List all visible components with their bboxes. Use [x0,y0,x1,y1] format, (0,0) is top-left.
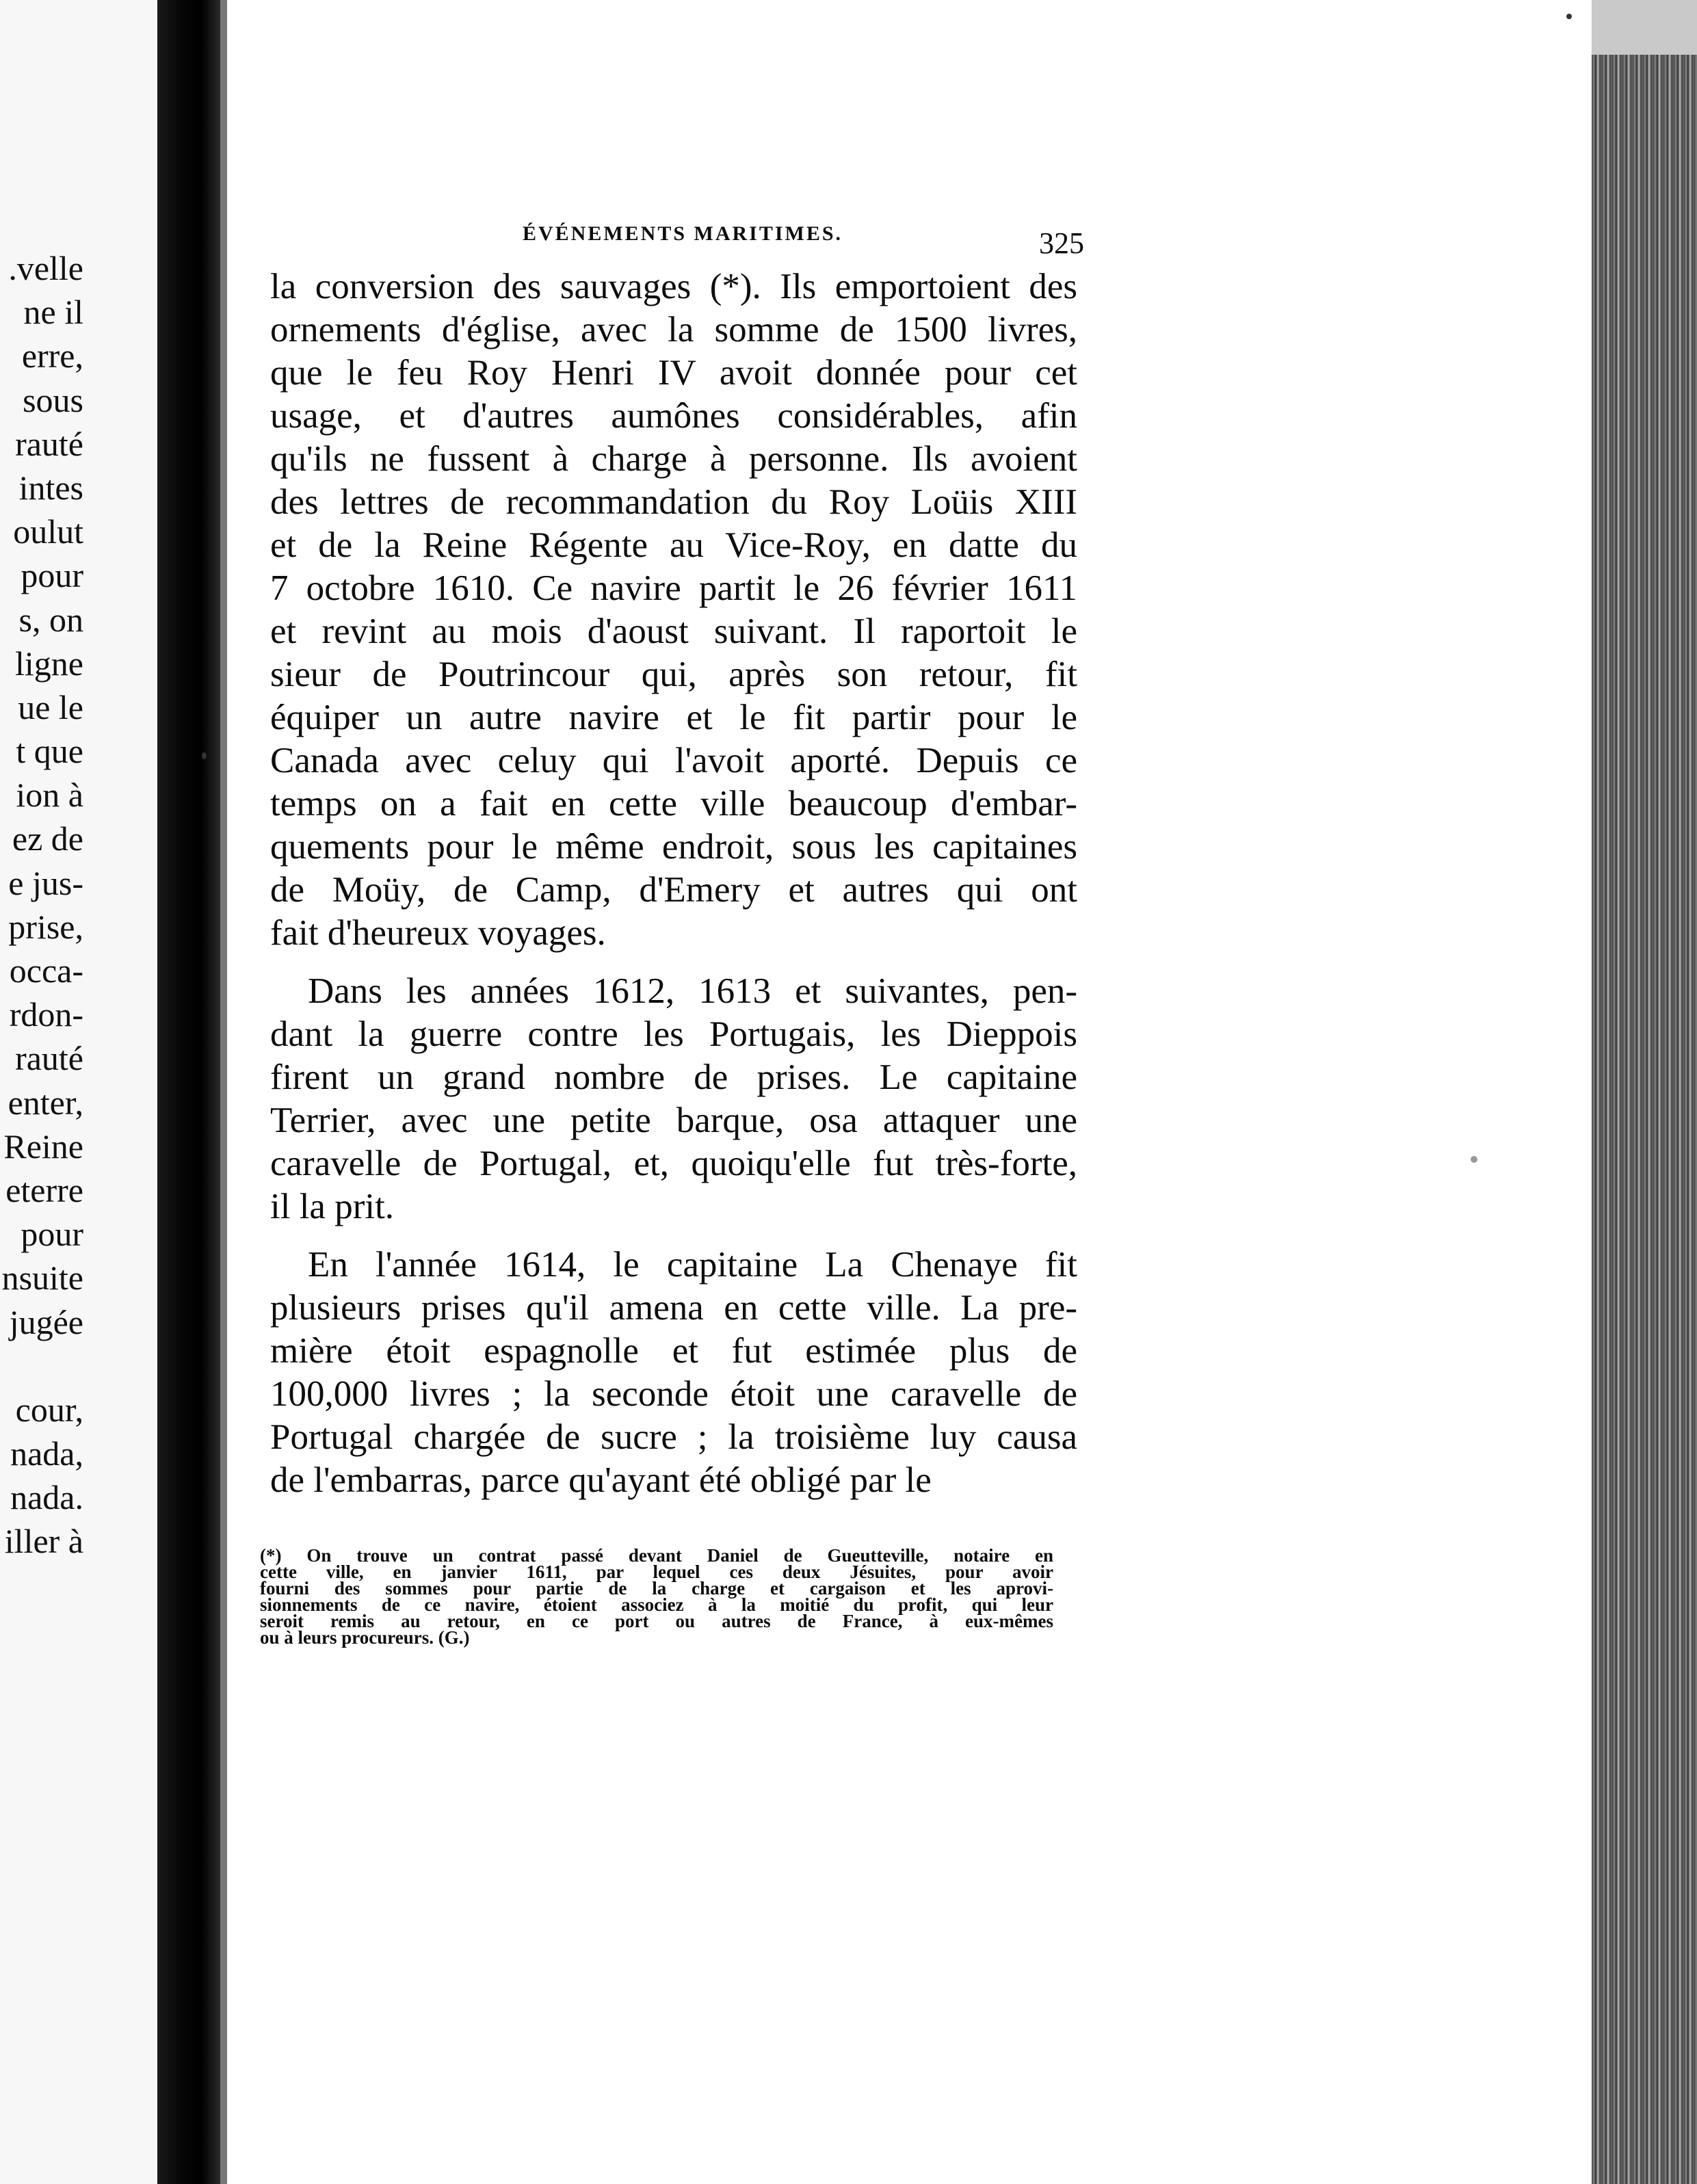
footnote-line: cette ville, en janvier 1611, par lequel ces deux Jésuites, pour avoir [260,1562,1053,1582]
scan-speck [202,752,207,759]
footnote-line: ou à leurs procureurs. (G.) [260,1627,470,1648]
footnote [260,1547,1053,1646]
left-page-line: sous [23,380,83,419]
text-line: mière étoit espagnolle et fut estimée plus de [270,1331,1077,1371]
text-line: des lettres de recommandation du Roy Loüis XIII [270,482,1077,522]
footnote-line: fourni des sommes pour partie de la charge et cargaison et les aprovi- [260,1578,1053,1598]
left-page-line: ue le [18,687,83,726]
left-page-line: rdon- [9,995,83,1034]
text-line: firent un grand nombre de prises. Le capitaine [270,1057,1077,1097]
text-line: de l'embarras, parce qu'ayant été obligé par le [270,1460,932,1500]
text-line: de Moüy, de Camp, d'Emery et autres qui ont [270,870,1077,910]
left-page-line: jugée [9,1302,83,1341]
left-page-line: ion à [16,776,83,815]
text-line: caravelle de Portugal, et, quoiqu'elle fut très-forte, [270,1144,1077,1183]
running-title: ÉVÉNEMENTS MARITIMES. [522,222,843,245]
left-page-line: .velle [8,249,83,287]
text-line: fait d'heureux voyages. [270,913,606,953]
left-page-line: occa- [9,951,83,990]
left-page-line: prise, [8,907,83,946]
paragraph [270,265,1077,955]
text-line: plusieurs prises qu'il amena en cette ville. La pre- [270,1288,1077,1328]
left-page-line: iller à [4,1522,83,1561]
text-line: usage, et d'autres aumônes considérables, afin [270,396,1077,436]
text-line: En l'année 1614, le capitaine La Chenaye fit [308,1245,1077,1285]
left-page-line: nsuite [1,1259,83,1298]
text-line: ornements d'église, avec la somme de 1500 livres, [270,310,1077,350]
footnote-line: seroit remis au retour, en ce port ou autres de France, à eux-mêmes [260,1611,1053,1631]
scan-speck [1566,14,1572,19]
left-page-line: nada, [10,1434,83,1473]
left-page-line: ez de [12,819,83,858]
text-line: 100,000 livres ; la seconde étoit une caravelle de [270,1374,1077,1414]
footnote-line: (*) On trouve un contrat passé devant Daniel de Gueutteville, notaire en [260,1545,1053,1566]
text-line: Portugal chargée de sucre ; la troisième luy causa [270,1417,1077,1457]
left-page-line: t que [16,732,83,771]
paragraph [270,970,1077,1228]
text-line: Terrier, avec une petite barque, osa attaquer une [270,1101,1077,1140]
left-facing-page [0,0,157,2184]
left-page-line: eterre [5,1170,83,1209]
left-page-line: rauté [15,424,83,463]
left-page-line: Reine [3,1127,83,1166]
page-number: 325 [1039,226,1084,260]
text-line: Canada avec celuy qui l'avoit aporté. Depuis ce [270,741,1077,780]
left-page-line: e jus- [8,863,83,902]
left-page-line: cour, [15,1390,83,1429]
text-line: et revint au mois d'aoust suivant. Il raportoit le [270,611,1077,651]
text-line: que le feu Roy Henri IV avoit donnée pour cet [270,353,1077,393]
left-page-line [0,1344,83,1388]
text-line: la conversion des sauvages (*). Ils emportoient des [270,267,1077,306]
left-page-line: ligne [15,644,83,683]
left-page-line: pour [21,556,83,595]
text-line: temps on a fait en cette ville beaucoup d'embar- [270,784,1077,824]
left-page-line: pour [21,1215,83,1254]
left-page-line: s, on [18,600,83,639]
text-line: et de la Reine Régente au Vice-Roy, en datte du [270,525,1077,565]
text-line: 7 octobre 1610. Ce navire partit le 26 février 1611 [270,568,1077,608]
paragraph-gap [270,955,1077,970]
gutter-edge [220,0,227,2184]
left-page-line: erre, [21,337,83,376]
page-edges-top [1592,0,1697,55]
text-line: Dans les années 1612, 1613 et suivantes, pen- [308,971,1077,1011]
left-page-line: oulut [13,512,83,551]
text-line: il la prit. [270,1187,395,1226]
left-page-text [0,246,83,1564]
left-page-line: ne il [23,293,83,332]
left-page-line: nada. [10,1478,83,1517]
left-page-line: enter, [8,1083,83,1122]
left-page-line: rauté [15,1039,83,1078]
book-gutter [157,0,220,2184]
body-text [270,265,1077,1502]
text-line: sieur de Poutrincour qui, après son retour, fit [270,655,1077,694]
text-line: qu'ils ne fussent à charge à personne. Ils avoient [270,439,1077,479]
text-line: dant la guerre contre les Portugais, les Dieppois [270,1014,1077,1054]
text-line: quements pour le même endroit, sous les capitaines [270,827,1077,867]
paragraph [270,1244,1077,1502]
left-page-line: intes [18,468,83,507]
scan-speck [1471,1156,1477,1163]
page-edges [1592,0,1697,2184]
footnote-line: sionnements de ce navire, étoient associez à la moitié du profit, qui leur [260,1594,1053,1615]
paragraph-gap [270,1228,1077,1244]
text-line: équiper un autre navire et le fit partir pour le [270,698,1077,737]
